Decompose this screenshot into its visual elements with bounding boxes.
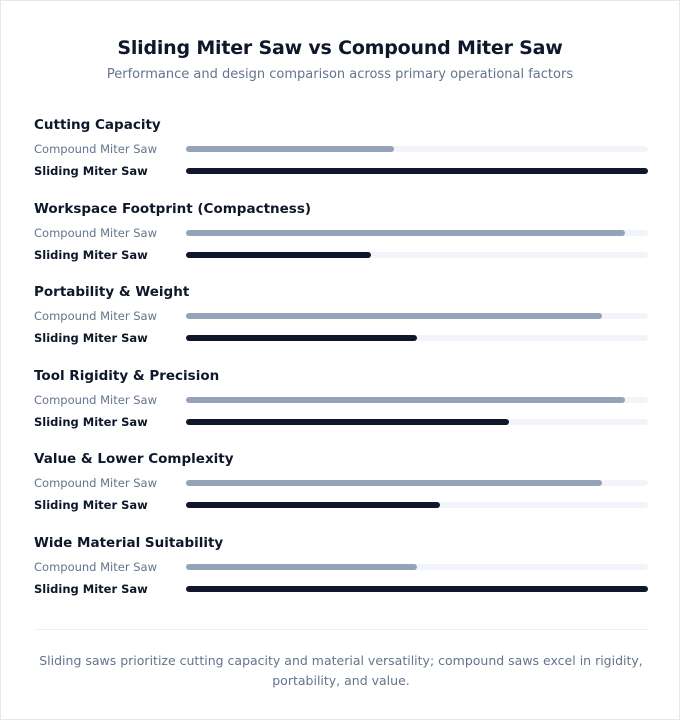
bar	[186, 230, 625, 236]
bar	[186, 586, 648, 592]
bar	[186, 168, 648, 174]
bar	[186, 502, 440, 508]
series-label: Compound Miter Saw	[34, 393, 157, 407]
bar-track	[186, 397, 648, 403]
series-label: Sliding Miter Saw	[34, 582, 148, 596]
category-label: Portability & Weight	[34, 284, 190, 300]
bar-track	[186, 252, 648, 258]
series-label: Sliding Miter Saw	[34, 498, 148, 512]
bar	[186, 252, 371, 258]
category-label: Tool Rigidity & Precision	[34, 368, 220, 384]
series-label: Compound Miter Saw	[34, 142, 157, 156]
bar-track	[186, 419, 648, 425]
bar-track	[186, 480, 648, 486]
category-group	[34, 117, 648, 193]
category-group	[34, 368, 648, 444]
category-label: Wide Material Suitability	[34, 535, 224, 551]
series-label: Compound Miter Saw	[34, 476, 157, 490]
series-row	[34, 581, 648, 597]
bar	[186, 146, 394, 152]
bar-track	[186, 230, 648, 236]
category-group	[34, 535, 648, 611]
category-group	[34, 284, 648, 360]
series-row	[34, 559, 648, 575]
bar-track	[186, 146, 648, 152]
bar	[186, 564, 417, 570]
series-row	[34, 330, 648, 346]
bar-track	[186, 564, 648, 570]
category-label: Workspace Footprint (Compactness)	[34, 201, 312, 217]
bar-track	[186, 313, 648, 319]
series-label: Compound Miter Saw	[34, 560, 157, 574]
bar-track	[186, 335, 648, 341]
footer-note: Sliding saws prioritize cutting capacity and material versatility; compound saws excel in rigidity, portability, and value.	[39, 653, 643, 688]
footer-divider	[34, 629, 648, 630]
category-label: Value & Lower Complexity	[34, 451, 234, 467]
series-row	[34, 308, 648, 324]
bar-track	[186, 586, 648, 592]
series-label: Sliding Miter Saw	[34, 248, 148, 262]
series-label: Compound Miter Saw	[34, 309, 157, 323]
series-row	[34, 163, 648, 179]
series-row	[34, 475, 648, 491]
category-group	[34, 451, 648, 527]
series-label: Compound Miter Saw	[34, 226, 157, 240]
series-label: Sliding Miter Saw	[34, 164, 148, 178]
bar	[186, 313, 602, 319]
bar	[186, 419, 509, 425]
chart-subtitle: Performance and design comparison across primary operational factors	[106, 67, 574, 82]
chart-title: Sliding Miter Saw vs Compound Miter Saw	[117, 37, 563, 59]
series-row	[34, 414, 648, 430]
series-row	[34, 141, 648, 157]
bar	[186, 335, 417, 341]
bar-track	[186, 502, 648, 508]
series-row	[34, 225, 648, 241]
series-label: Sliding Miter Saw	[34, 415, 148, 429]
series-row	[34, 392, 648, 408]
series-row	[34, 247, 648, 263]
series-row	[34, 497, 648, 513]
bar	[186, 397, 625, 403]
bar-track	[186, 168, 648, 174]
category-group	[34, 201, 648, 277]
series-label: Sliding Miter Saw	[34, 331, 148, 345]
bar	[186, 480, 602, 486]
category-label: Cutting Capacity	[34, 117, 161, 133]
